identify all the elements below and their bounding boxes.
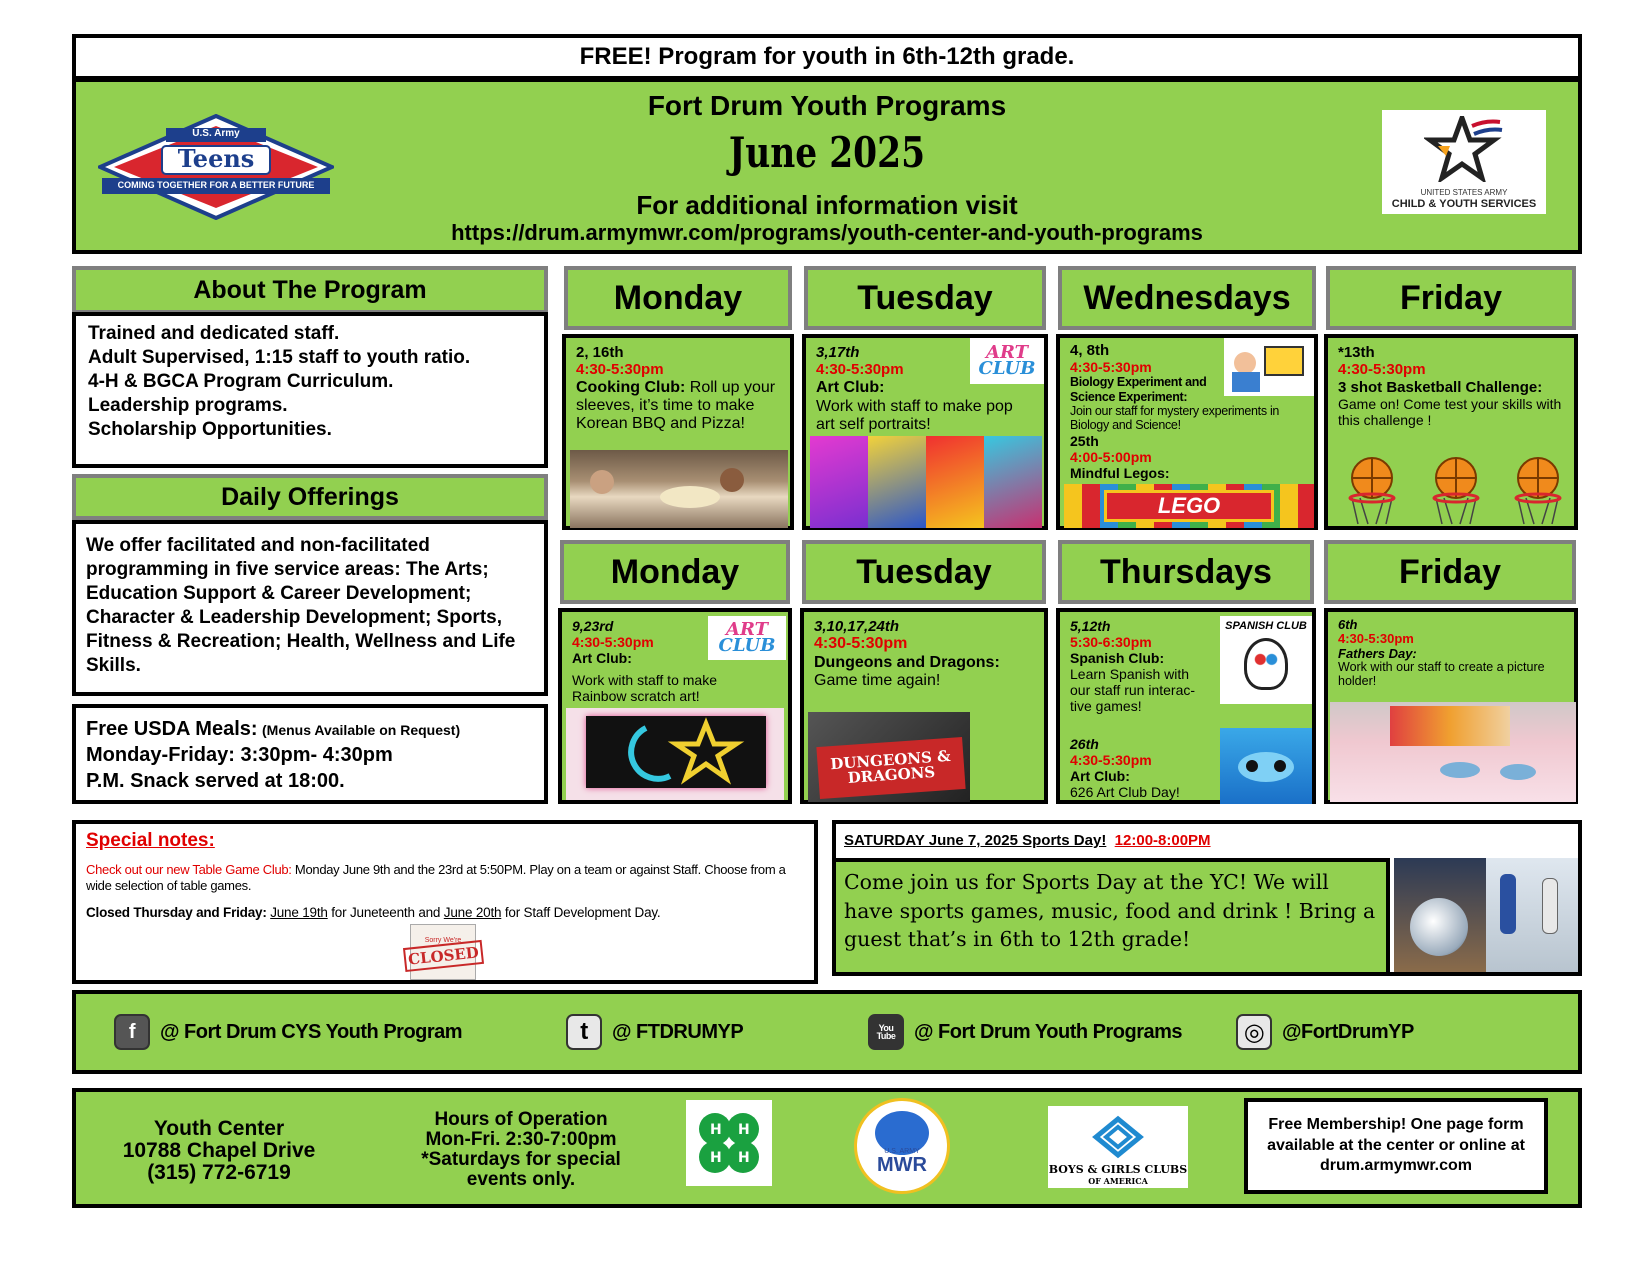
fri1-name: 3 shot Basketball Challenge: xyxy=(1338,378,1543,396)
art-club-logo-a: ART xyxy=(725,618,768,640)
daily-title-text: Daily Offerings xyxy=(221,482,399,511)
wed1-name: Biology Experiment and Science Experiment: xyxy=(1070,375,1207,404)
tue1-dates: 3,17th xyxy=(816,344,860,361)
bgca-logo-text: BOYS & GIRLS CLUBS xyxy=(1048,1163,1188,1176)
header-url[interactable]: https://drum.armymwr.com/programs/youth-center-and-youth-programs xyxy=(451,220,1203,245)
bgca-hands-icon xyxy=(1088,1115,1148,1159)
top-banner-text: FREE! Program for youth in 6th-12th grade. xyxy=(579,43,1075,70)
friday-2-cell xyxy=(1324,608,1578,804)
closed-sign-top: Sorry We're xyxy=(424,936,462,944)
closed-sign-text: CLOSED xyxy=(403,939,484,971)
spanish-club-logo xyxy=(1220,616,1312,704)
wed1-desc: Join our staff for mystery experiments in Biology and Science! xyxy=(1070,404,1280,433)
wednesday-1-cell xyxy=(1056,334,1318,530)
about-title-text: About The Program xyxy=(193,275,427,304)
mon1-desc: Roll up your sleeves, it’s time to make Korean BBQ and Pizza! xyxy=(576,378,776,433)
dnd-logo-text: DUNGEONS & DRAGONS xyxy=(829,746,952,788)
social-bar xyxy=(72,990,1582,1074)
sports-day-text: Come join us for Sports Day at the YC! We will have sports games, music, food and drink ! Bring a guest that’s in 6th to 12th grade! xyxy=(844,870,1376,952)
hours-title: Hours of Operation xyxy=(434,1109,608,1130)
membership-box xyxy=(1244,1098,1548,1194)
day-header-thursday-2: Thursdays xyxy=(1058,540,1314,604)
tue2-desc: Game time again! xyxy=(814,672,941,690)
special-notes-title: Special notes: xyxy=(86,830,215,851)
monday-1-cell xyxy=(562,334,794,530)
mon1-time: 4:30-5:30pm xyxy=(576,361,664,379)
art-club-logo-a: ART xyxy=(985,341,1028,363)
tuesday-2-cell xyxy=(800,608,1048,804)
facebook-link[interactable] xyxy=(114,1014,462,1050)
sports-day-text-box xyxy=(832,858,1390,976)
wed1-dates2: 25th xyxy=(1070,432,1099,449)
cys-logo-line1: UNITED STATES ARMY xyxy=(1420,188,1508,197)
friday-1-cell xyxy=(1324,334,1578,530)
thursday-2-cell xyxy=(1056,608,1316,804)
wed1-dates: 4, 8th xyxy=(1070,342,1110,359)
moon-star-icon xyxy=(586,716,766,788)
about-line: Leadership programs. xyxy=(88,394,288,416)
picture-holder-photo xyxy=(1330,702,1576,802)
hockey-photo xyxy=(1486,858,1578,972)
star-icon xyxy=(1424,116,1504,182)
membership-text: Free Membership! One page form available at the center or online at drum.armymwr.com xyxy=(1267,1115,1525,1175)
svg-text:H: H xyxy=(738,1150,750,1166)
day-header-friday-2: Friday xyxy=(1324,540,1576,604)
header-info: For additional information visit xyxy=(636,190,1018,220)
daily-title xyxy=(72,474,548,520)
youth-center-info xyxy=(104,1118,334,1184)
daily-text: We offer facilitated and non-facilitated programming in five service areas: The Arts; Education Support & Career Development; Character & Leadership Development; Sports, Fitness & Recreation; Health, Wellness and Life Skills. xyxy=(86,535,516,676)
youtube-link[interactable] xyxy=(868,1014,1182,1050)
basketball-icon xyxy=(1426,454,1486,526)
clover-icon xyxy=(691,1105,767,1181)
footer xyxy=(72,1088,1582,1208)
bgca-logo xyxy=(1048,1106,1188,1188)
bgca-logo-text-2: OF AMERICA xyxy=(1088,1176,1148,1186)
thu2-dates2: 26th xyxy=(1070,736,1099,752)
about-title xyxy=(72,266,548,314)
lego-logo-text: LEGO xyxy=(1157,493,1221,518)
fri2-desc: Work with our staff to create a picture holder! xyxy=(1338,659,1545,688)
scratch-art-photo xyxy=(566,708,784,800)
svg-text:H: H xyxy=(710,1150,722,1166)
closed-mid-2: for Staff Development Day. xyxy=(501,904,661,920)
closed-mid-1: for Juneteenth and xyxy=(327,904,444,920)
about-box xyxy=(72,312,548,468)
table-game-text: Monday June 9th and the 23rd at 5:50PM. Play on a team or against Staff. Choose from a wide selection of table games. xyxy=(86,862,786,894)
spanish-club-logo-text: SPANISH CLUB xyxy=(1225,620,1307,632)
art-club-logo-b: CLUB xyxy=(718,635,776,656)
mon2-time: 4:30-5:30pm xyxy=(572,634,654,651)
instagram-link[interactable] xyxy=(1236,1014,1414,1050)
hours-weekday: Mon-Fri. 2:30-7:00pm xyxy=(425,1128,617,1150)
tue1-time: 4:30-5:30pm xyxy=(816,361,904,379)
day-header-tuesday-1: Tuesday xyxy=(804,266,1046,330)
army-teens-logo xyxy=(98,114,334,220)
twitter-icon: t xyxy=(566,1014,602,1050)
thu2-desc2: 626 Art Club Day! xyxy=(1070,784,1180,801)
meals-box xyxy=(72,704,548,804)
day-header-monday-1: Monday xyxy=(564,266,792,330)
fri2-name: Fathers Day: xyxy=(1338,645,1417,661)
header-month: June 2025 xyxy=(728,128,926,177)
cys-logo xyxy=(1382,110,1546,214)
tue2-time: 4:30-5:30pm xyxy=(814,635,908,653)
youtube-label: @ Fort Drum Youth Programs xyxy=(914,1020,1183,1043)
svg-text:H: H xyxy=(710,1122,722,1138)
skull-icon xyxy=(1244,638,1288,690)
cys-logo-line2: CHILD & YOUTH SERVICES xyxy=(1391,198,1537,210)
youtube-icon: You Tube xyxy=(868,1014,904,1050)
teens-logo-tag: COMING TOGETHER FOR A BETTER FUTURE xyxy=(117,180,315,190)
hours-info xyxy=(396,1110,646,1190)
art-club-logo xyxy=(970,338,1044,384)
thu2-time2: 4:30-5:30pm xyxy=(1070,752,1152,769)
thu2-time: 5:30-6:30pm xyxy=(1070,634,1152,651)
top-banner xyxy=(72,34,1582,80)
fri1-desc: Game on! Come test your skills with this challenge ! xyxy=(1338,395,1562,428)
about-line: Scholarship Opportunities. xyxy=(88,418,332,440)
hours-events: events only. xyxy=(466,1168,576,1190)
closed-lead: Closed Thursday and Friday: xyxy=(86,904,267,920)
wed1-name2: Mindful Legos: xyxy=(1070,465,1170,482)
facebook-icon: f xyxy=(114,1014,150,1050)
mon2-dates: 9,23rd xyxy=(572,618,614,634)
daily-box xyxy=(72,520,548,696)
svg-text:H: H xyxy=(738,1122,750,1138)
art-club-logo-b: CLUB xyxy=(978,358,1036,379)
day-header-wednesday-1: Wednesdays xyxy=(1058,266,1316,330)
wed1-time2: 4:00-5:00pm xyxy=(1070,448,1152,465)
teens-logo-top: U.S. Army xyxy=(192,128,240,139)
closed-date-2: June 20th xyxy=(443,904,502,920)
mon1-dates: 2, 16th xyxy=(576,344,624,361)
volleyball-photo xyxy=(1394,858,1486,972)
closed-sign xyxy=(406,924,480,980)
day-header-tuesday-2: Tuesday xyxy=(802,540,1046,604)
thu2-name: Spanish Club: xyxy=(1070,650,1165,667)
sports-day-time: 12:00-8:00PM xyxy=(1114,832,1211,849)
thu2-dates: 5,12th xyxy=(1070,618,1111,634)
sports-day-head: SATURDAY June 7, 2025 Sports Day! xyxy=(844,832,1107,849)
hours-saturday: *Saturdays for special xyxy=(421,1148,621,1170)
header-title: Fort Drum Youth Programs xyxy=(647,90,1007,121)
art-club-logo xyxy=(708,616,786,660)
monday-2-cell xyxy=(558,608,792,804)
basketball-icon xyxy=(1508,454,1568,526)
mon2-desc: Work with staff to make Rainbow scratch art! xyxy=(572,672,717,705)
meals-line2: P.M. Snack served at 18:00. xyxy=(86,770,345,792)
basketball-icon xyxy=(1342,454,1402,526)
meals-line1: Monday-Friday: 3:30pm- 4:30pm xyxy=(86,744,393,766)
twitter-link[interactable] xyxy=(566,1014,743,1050)
day-header-monday-2: Monday xyxy=(560,540,790,604)
fri1-time: 4:30-5:30pm xyxy=(1338,361,1426,379)
youth-center-address: 10788 Chapel Drive xyxy=(122,1139,316,1163)
youth-center-name: Youth Center xyxy=(153,1117,285,1140)
lego-photo xyxy=(1064,484,1314,528)
instagram-label: @FortDrumYP xyxy=(1282,1020,1414,1043)
about-line: 4-H & BGCA Program Curriculum. xyxy=(88,370,394,392)
pop-art-photo xyxy=(810,436,1042,528)
meals-title: Free USDA Meals: xyxy=(86,718,258,740)
table-game-lead: Check out our new Table Game Club: xyxy=(86,862,292,877)
mon1-name: Cooking Club: xyxy=(576,378,686,396)
special-notes-box xyxy=(72,820,818,984)
meals-note: (Menus Available on Request) xyxy=(262,722,461,738)
instagram-icon: ◎ xyxy=(1236,1014,1272,1050)
wed1-time: 4:30-5:30pm xyxy=(1070,359,1152,376)
tue1-desc: Work with staff to make pop art self portraits! xyxy=(816,398,1013,434)
mwr-logo-top: U.S. ARMY xyxy=(884,1147,920,1155)
youth-center-phone: (315) 772-6719 xyxy=(147,1161,291,1185)
twitter-label: @ FTDRUMYP xyxy=(612,1020,744,1043)
sports-day-box xyxy=(832,820,1582,976)
fri2-dates: 6th xyxy=(1338,617,1358,632)
thu2-name2: Art Club: xyxy=(1070,768,1130,785)
stitch-photo xyxy=(1220,728,1312,804)
thu2-desc: Learn Spanish with our staff run interac-tive games! xyxy=(1070,666,1196,715)
mon2-name: Art Club: xyxy=(572,650,632,667)
closed-date-1: June 19th xyxy=(270,904,328,920)
day-header-friday-1: Friday xyxy=(1326,266,1576,330)
about-line: Adult Supervised, 1:15 staff to youth ratio. xyxy=(88,346,471,368)
tue1-name: Art Club: xyxy=(816,378,885,396)
mwr-logo-text: MWR xyxy=(877,1153,927,1176)
dnd-photo xyxy=(808,712,970,802)
tuesday-1-cell xyxy=(802,334,1048,530)
facebook-label: @ Fort Drum CYS Youth Program xyxy=(160,1020,463,1043)
teens-logo-main: Teens xyxy=(177,144,255,173)
about-line: Trained and dedicated staff. xyxy=(88,323,340,344)
4h-logo xyxy=(686,1100,772,1186)
tue2-name: Dungeons and Dragons: xyxy=(814,653,1000,671)
tue2-dates: 3,10,17,24th xyxy=(814,618,900,635)
cooking-photo xyxy=(570,450,788,528)
mwr-logo xyxy=(854,1098,950,1194)
fri2-time: 4:30-5:30pm xyxy=(1338,631,1414,647)
header xyxy=(72,78,1582,254)
science-icon xyxy=(1224,338,1314,396)
fri1-dates: *13th xyxy=(1338,344,1375,361)
